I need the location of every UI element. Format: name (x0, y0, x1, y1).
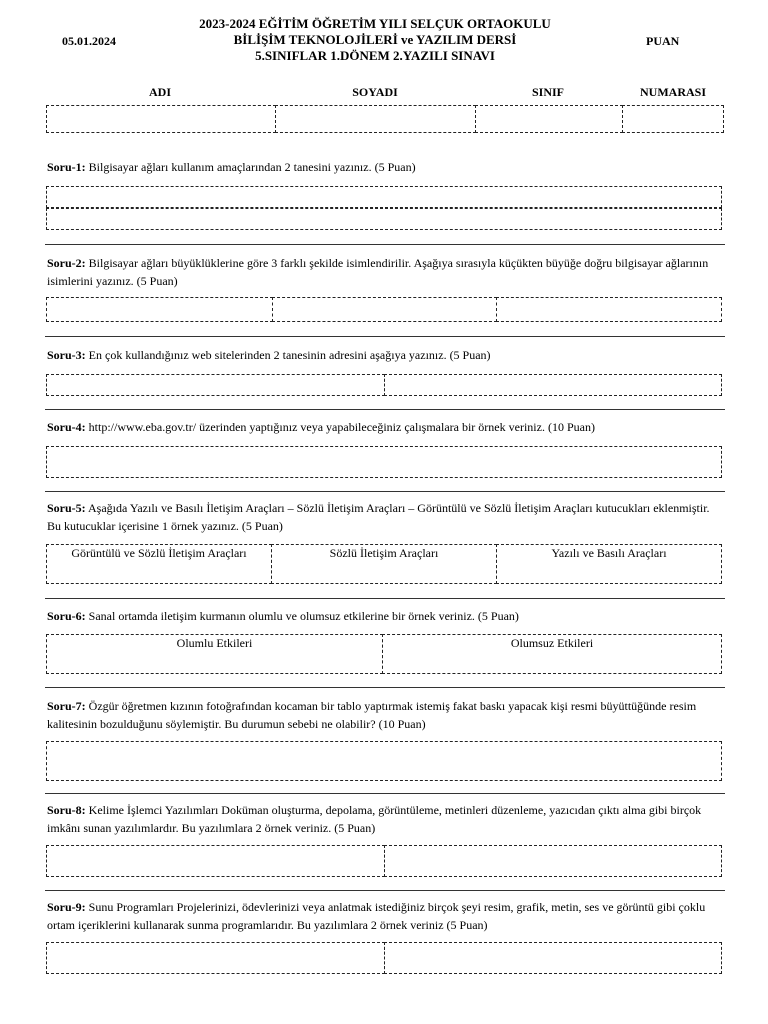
surname-field[interactable] (275, 105, 476, 133)
divider (45, 491, 725, 492)
answer-5-verbal-box[interactable] (271, 544, 497, 584)
answer-5-written-box[interactable] (496, 544, 722, 584)
question-3 (47, 346, 725, 364)
divider (45, 336, 725, 337)
answer-5-column-2-header: Sözlü İletişim Araçları (329, 546, 439, 560)
question-8-label: Soru-8: (47, 803, 86, 817)
answer-2-box-3[interactable] (496, 297, 722, 322)
divider (45, 598, 725, 599)
number-field[interactable] (622, 105, 724, 133)
question-9-label: Soru-9: (47, 900, 86, 914)
exam-title (150, 16, 600, 64)
answer-6-negative-header: Olumsuz Etkileri (510, 636, 594, 650)
answer-6-positive-header: Olumlu Etkileri (176, 636, 253, 650)
answer-3-box-2[interactable] (384, 374, 722, 396)
answer-7-box[interactable] (46, 741, 722, 781)
question-5-text: Aşağıda Yazılı ve Basılı İletişim Araçları – Sözlü İletişim Araçları – Görüntülü ve Sözlü İletişim Araçları kutucukları eklenmiştir. Bu kutucuklar içerisine 1 örnek yazınız. (5 Puan) (47, 501, 710, 533)
question-6-label: Soru-6: (47, 609, 86, 623)
question-5 (47, 499, 725, 535)
answer-9-box-1[interactable] (46, 942, 385, 974)
number-label: NUMARASI (640, 85, 706, 99)
answer-8-box-2[interactable] (384, 845, 722, 877)
answer-6-positive-box[interactable] (46, 634, 383, 674)
answer-5-column-1-header: Görüntülü ve Sözlü İletişim Araçları (71, 546, 247, 560)
name-label: ADI (148, 85, 171, 99)
question-6-text: Sanal ortamda iletişim kurmanın olumlu ve olumsuz etkilerine bir örnek veriniz. (5 Puan) (88, 609, 519, 623)
divider (45, 687, 725, 688)
title-line-2: BİLİŞİM TEKNOLOJİLERİ ve YAZILIM DERSİ (233, 32, 517, 47)
name-field[interactable] (46, 105, 276, 133)
question-1-text: Bilgisayar ağları kullanım amaçlarından 2 tanesini yazınız. (5 Puan) (88, 160, 416, 174)
question-1-label: Soru-1: (47, 160, 86, 174)
answer-3-box-1[interactable] (46, 374, 385, 396)
question-6 (47, 607, 725, 625)
question-3-text: En çok kullandığınız web sitelerinden 2 tanesinin adresini aşağıya yazınız. (5 Puan) (88, 348, 491, 362)
title-line-3: 5.SINIFLAR 1.DÖNEM 2.YAZILI SINAVI (255, 48, 495, 63)
question-4-text: http://www.eba.gov.tr/ üzerinden yaptığınız veya yapabileceğiniz çalışmalara bir örnek veriniz. (10 Puan) (88, 420, 595, 434)
answer-5-column-3-header: Yazılı ve Basılı Araçları (551, 546, 667, 560)
question-1 (47, 158, 725, 176)
answer-1-line-2[interactable] (46, 208, 722, 230)
answer-6-negative-box[interactable] (382, 634, 722, 674)
answer-2-box-2[interactable] (272, 297, 497, 322)
question-3-label: Soru-3: (47, 348, 86, 362)
question-4-label: Soru-4: (47, 420, 86, 434)
question-7-label: Soru-7: (47, 699, 86, 713)
answer-4-box[interactable] (46, 446, 722, 478)
question-5-label: Soru-5: (47, 501, 86, 515)
divider (45, 244, 725, 245)
exam-date: 05.01.2024 (62, 34, 116, 48)
question-9 (47, 898, 725, 934)
answer-8-box-1[interactable] (46, 845, 385, 877)
title-line-1: 2023-2024 EĞİTİM ÖĞRETİM YILI SELÇUK ORTAOKULU (199, 16, 551, 31)
question-2-text: Bilgisayar ağları büyüklüklerine göre 3 farklı şekilde isimlendirilir. Aşağıya sırasıyla küçükten büyüğe doğru bilgisayar ağlarının isimlerini yazınız. (5 Puan) (47, 256, 709, 288)
surname-label: SOYADI (352, 85, 398, 99)
score-label: PUAN (646, 34, 680, 48)
answer-1-line-1[interactable] (46, 186, 722, 208)
question-2-label: Soru-2: (47, 256, 86, 270)
answer-5-visual-audio-box[interactable] (46, 544, 272, 584)
question-7 (47, 697, 725, 733)
divider (45, 793, 725, 794)
question-7-text: Özgür öğretmen kızının fotoğrafından kocaman bir tablo yaptırmak istemiş fakat baskı yapacak kişi resmi büyüttüğünde resim kalitesinin bozulduğunu söylemiştir. Bu durumun sebebi ne olabilir? (10 Puan) (47, 699, 697, 731)
answer-9-box-2[interactable] (384, 942, 722, 974)
question-2 (47, 254, 725, 290)
question-8-text: Kelime İşlemci Yazılımları Doküman oluşturma, depolama, görüntüleme, metinleri düzenleme, yazıcıdan çıktı alma gibi birçok imkânı sunan yazılımlardır. Bu yazılımlara 2 örnek veriniz. (5 Puan) (47, 803, 702, 835)
class-field[interactable] (475, 105, 623, 133)
divider (45, 890, 725, 891)
question-4 (47, 418, 725, 436)
answer-2-box-1[interactable] (46, 297, 273, 322)
question-9-text: Sunu Programları Projelerinizi, ödevlerinizi veya anlatmak istediğiniz birçok şeyi resim, grafik, metin, ses ve görüntü gibi çoklu ortam içeriklerini kullanarak sunma programlarıdır. Bu yazılımlara 2 örnek veriniz (5 Puan) (47, 900, 706, 932)
class-label: SINIF (531, 85, 564, 99)
question-8 (47, 801, 725, 837)
divider (45, 409, 725, 410)
